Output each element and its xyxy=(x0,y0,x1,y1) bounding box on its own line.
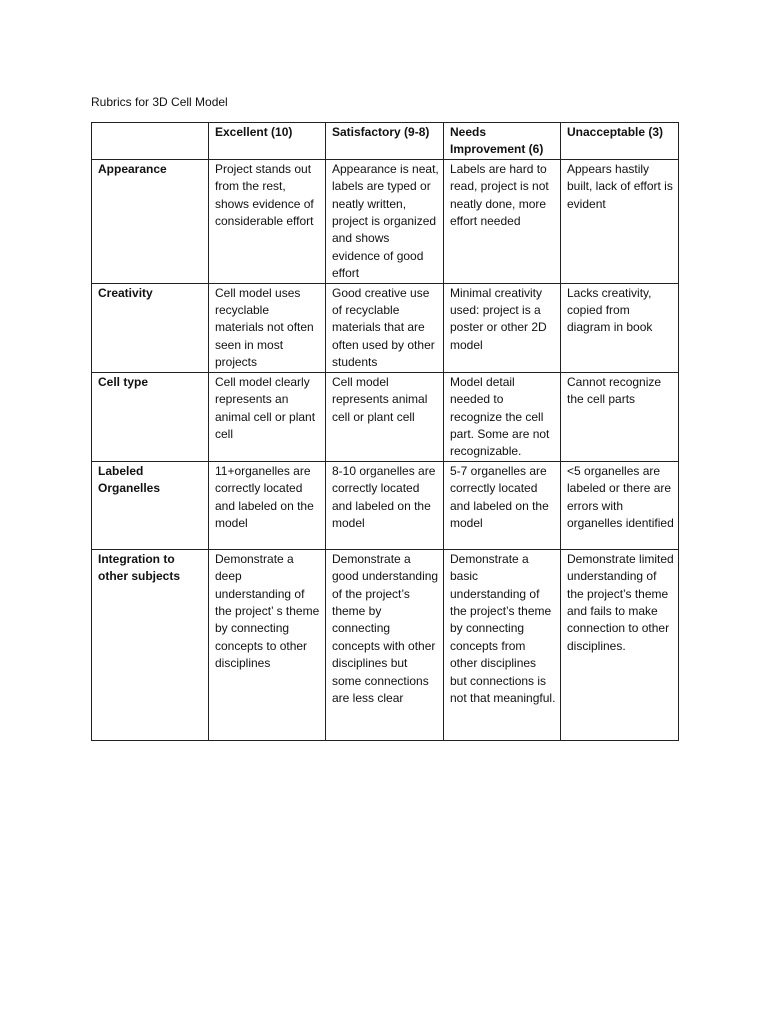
table-row xyxy=(92,283,679,372)
table-cell: Demonstrate a basic understanding of the project’s theme by connecting concepts from other disciplines but connections is not that meaningful. xyxy=(444,549,561,740)
header-cell-unacceptable: Unacceptable (3) xyxy=(561,123,679,160)
table-cell: Project stands out from the rest, shows evidence of considerable effort xyxy=(209,159,326,283)
table-cell: Demonstrate a good understanding of the project’s theme by connecting concepts with other disciplines but some connections are less clear xyxy=(326,549,444,740)
table-row xyxy=(92,461,679,549)
criterion-cell: Labeled Organelles xyxy=(92,461,209,549)
rubric-table xyxy=(91,122,679,741)
table-cell: Cell model uses recyclable materials not often seen in most projects xyxy=(209,283,326,372)
criterion-cell: Cell type xyxy=(92,372,209,461)
header-cell-criterion xyxy=(92,123,209,160)
table-cell: Lacks creativity, copied from diagram in book xyxy=(561,283,679,372)
document-title: Rubrics for 3D Cell Model xyxy=(91,95,228,109)
table-cell: Cell model clearly represents an animal cell or plant cell xyxy=(209,372,326,461)
criterion-cell: Integration to other subjects xyxy=(92,549,209,740)
table-row xyxy=(92,549,679,740)
header-row xyxy=(92,123,679,160)
header-cell-needs-improvement: Needs Improvement (6) xyxy=(444,123,561,160)
table-cell: Cell model represents animal cell or plant cell xyxy=(326,372,444,461)
table-cell: <5 organelles are labeled or there are errors with organelles identified xyxy=(561,461,679,549)
table-cell: 5-7 organelles are correctly located and labeled on the model xyxy=(444,461,561,549)
table-cell: Demonstrate limited understanding of the project’s theme and fails to make connection to other disciplines. xyxy=(561,549,679,740)
table-cell: 11+organelles are correctly located and labeled on the model xyxy=(209,461,326,549)
table-cell: Cannot recognize the cell parts xyxy=(561,372,679,461)
criterion-cell: Creativity xyxy=(92,283,209,372)
table-row xyxy=(92,159,679,283)
table-cell: Appears hastily built, lack of effort is evident xyxy=(561,159,679,283)
table-row xyxy=(92,372,679,461)
header-cell-excellent: Excellent (10) xyxy=(209,123,326,160)
table-cell: Good creative use of recyclable materials that are often used by other students xyxy=(326,283,444,372)
table-cell: Appearance is neat, labels are typed or neatly written, project is organized and shows evidence of good effort xyxy=(326,159,444,283)
table-cell: 8-10 organelles are correctly located and labeled on the model xyxy=(326,461,444,549)
table-cell: Model detail needed to recognize the cell part. Some are not recognizable. xyxy=(444,372,561,461)
table-cell: Labels are hard to read, project is not neatly done, more effort needed xyxy=(444,159,561,283)
header-cell-satisfactory: Satisfactory (9-8) xyxy=(326,123,444,160)
table-cell: Demonstrate a deep understanding of the project’ s theme by connecting concepts to other disciplines xyxy=(209,549,326,740)
criterion-cell: Appearance xyxy=(92,159,209,283)
table-cell: Minimal creativity used: project is a poster or other 2D model xyxy=(444,283,561,372)
